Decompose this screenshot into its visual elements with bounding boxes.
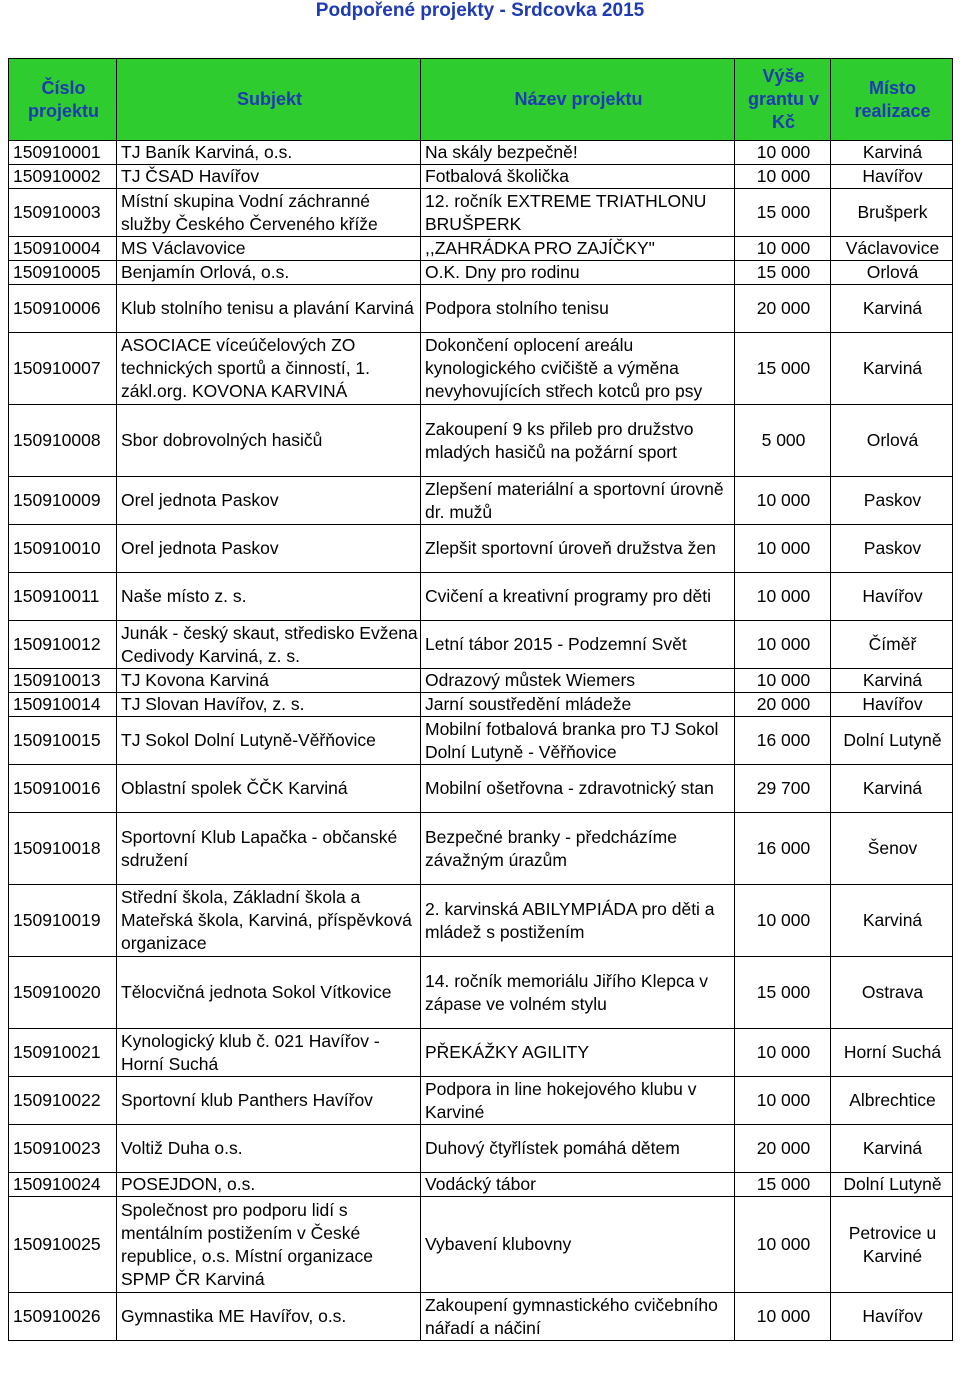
- cell-misto: Horní Suchá: [831, 1029, 953, 1077]
- cell-vyse: 10 000: [735, 621, 831, 669]
- cell-cislo: 150910020: [9, 957, 117, 1029]
- cell-subjekt: Benjamín Orlová, o.s.: [117, 261, 421, 285]
- table-row: [9, 717, 953, 765]
- table-header-row: [9, 59, 953, 141]
- cell-vyse: 15 000: [735, 1173, 831, 1197]
- cell-nazev: Duhový čtyřlístek pomáhá dětem: [421, 1125, 735, 1173]
- cell-vyse: 10 000: [735, 477, 831, 525]
- table-row: [9, 1125, 953, 1173]
- cell-nazev: 12. ročník EXTREME TRIATHLONU BRUŠPERK: [421, 189, 735, 237]
- table-body: [9, 141, 953, 1341]
- cell-cislo: 150910012: [9, 621, 117, 669]
- header-cislo: Číslo projektu: [9, 59, 117, 141]
- table-row: [9, 333, 953, 405]
- table-row: [9, 669, 953, 693]
- cell-nazev: Jarní soustředění mládeže: [421, 693, 735, 717]
- cell-nazev: ,,ZAHRÁDKA PRO ZAJÍČKY": [421, 237, 735, 261]
- cell-vyse: 10 000: [735, 885, 831, 957]
- cell-nazev: Zakoupení gymnastického cvičebního nářadí a náčiní: [421, 1293, 735, 1341]
- cell-cislo: 150910006: [9, 285, 117, 333]
- cell-subjekt: Voltiž Duha o.s.: [117, 1125, 421, 1173]
- cell-vyse: 10 000: [735, 1293, 831, 1341]
- cell-cislo: 150910023: [9, 1125, 117, 1173]
- cell-vyse: 10 000: [735, 141, 831, 165]
- table-row: [9, 1077, 953, 1125]
- table-row: [9, 1173, 953, 1197]
- table-row: [9, 1197, 953, 1293]
- cell-subjekt: Naše místo z. s.: [117, 573, 421, 621]
- cell-misto: Brušperk: [831, 189, 953, 237]
- cell-misto: Karviná: [831, 765, 953, 813]
- cell-cislo: 150910008: [9, 405, 117, 477]
- cell-nazev: Zlepšení materiální a sportovní úrovně dr. mužů: [421, 477, 735, 525]
- cell-subjekt: TJ Sokol Dolní Lutyně-Věřňovice: [117, 717, 421, 765]
- cell-cislo: 150910022: [9, 1077, 117, 1125]
- cell-cislo: 150910024: [9, 1173, 117, 1197]
- table-row: [9, 141, 953, 165]
- table-row: [9, 165, 953, 189]
- page-title: Podpořené projekty - Srdcovka 2015: [315, 0, 645, 21]
- cell-cislo: 150910004: [9, 237, 117, 261]
- cell-misto: Karviná: [831, 885, 953, 957]
- cell-subjekt: MS Václavovice: [117, 237, 421, 261]
- cell-nazev: Zakoupení 9 ks přileb pro družstvo mladých hasičů na požární sport: [421, 405, 735, 477]
- cell-subjekt: Sportovní Klub Lapačka - občanské sdružení: [117, 813, 421, 885]
- cell-misto: Orlová: [831, 261, 953, 285]
- cell-vyse: 15 000: [735, 261, 831, 285]
- cell-nazev: PŘEKÁŽKY AGILITY: [421, 1029, 735, 1077]
- cell-cislo: 150910018: [9, 813, 117, 885]
- cell-nazev: 14. ročník memoriálu Jiřího Klepca v zápase ve volném stylu: [421, 957, 735, 1029]
- cell-subjekt: Klub stolního tenisu a plavání Karviná: [117, 285, 421, 333]
- cell-cislo: 150910019: [9, 885, 117, 957]
- cell-misto: Karviná: [831, 285, 953, 333]
- cell-misto: Ostrava: [831, 957, 953, 1029]
- cell-vyse: 20 000: [735, 693, 831, 717]
- header-vyse: Výše grantu v Kč: [735, 59, 831, 141]
- cell-subjekt: Gymnastika ME Havířov, o.s.: [117, 1293, 421, 1341]
- cell-misto: Dolní Lutyně: [831, 1173, 953, 1197]
- cell-subjekt: Junák - český skaut, středisko Evžena Cedivody Karviná, z. s.: [117, 621, 421, 669]
- table-row: [9, 477, 953, 525]
- cell-vyse: 15 000: [735, 957, 831, 1029]
- cell-vyse: 29 700: [735, 765, 831, 813]
- table-row: [9, 573, 953, 621]
- cell-cislo: 150910013: [9, 669, 117, 693]
- cell-vyse: 10 000: [735, 669, 831, 693]
- cell-vyse: 20 000: [735, 1125, 831, 1173]
- cell-subjekt: TJ ČSAD Havířov: [117, 165, 421, 189]
- cell-subjekt: ASOCIACE víceúčelových ZO technických sportů a činností, 1. zákl.org. KOVONA KARVINÁ: [117, 333, 421, 405]
- cell-nazev: Mobilní fotbalová branka pro TJ Sokol Dolní Lutyně - Věřňovice: [421, 717, 735, 765]
- cell-misto: Karviná: [831, 1125, 953, 1173]
- cell-misto: Paskov: [831, 525, 953, 573]
- cell-cislo: 150910021: [9, 1029, 117, 1077]
- cell-subjekt: Střední škola, Základní škola a Mateřská škola, Karviná, příspěvková organizace: [117, 885, 421, 957]
- table-row: [9, 885, 953, 957]
- cell-vyse: 15 000: [735, 333, 831, 405]
- cell-nazev: Vodácký tábor: [421, 1173, 735, 1197]
- cell-cislo: 150910016: [9, 765, 117, 813]
- cell-misto: Číměř: [831, 621, 953, 669]
- cell-vyse: 16 000: [735, 717, 831, 765]
- cell-subjekt: Oblastní spolek ČČK Karviná: [117, 765, 421, 813]
- cell-misto: Havířov: [831, 693, 953, 717]
- header-misto: Místo realizace: [831, 59, 953, 141]
- table-row: [9, 765, 953, 813]
- table-row: [9, 957, 953, 1029]
- cell-vyse: 20 000: [735, 285, 831, 333]
- cell-nazev: O.K. Dny pro rodinu: [421, 261, 735, 285]
- cell-subjekt: TJ Slovan Havířov, z. s.: [117, 693, 421, 717]
- cell-cislo: 150910010: [9, 525, 117, 573]
- cell-vyse: 10 000: [735, 573, 831, 621]
- cell-vyse: 10 000: [735, 1029, 831, 1077]
- cell-misto: Petrovice u Karviné: [831, 1197, 953, 1293]
- cell-cislo: 150910025: [9, 1197, 117, 1293]
- cell-misto: Havířov: [831, 165, 953, 189]
- cell-cislo: 150910002: [9, 165, 117, 189]
- cell-misto: Karviná: [831, 141, 953, 165]
- table-row: [9, 621, 953, 669]
- cell-nazev: Vybavení klubovny: [421, 1197, 735, 1293]
- cell-nazev: Mobilní ošetřovna - zdravotnický stan: [421, 765, 735, 813]
- header-nazev: Název projektu: [421, 59, 735, 141]
- cell-nazev: Podpora stolního tenisu: [421, 285, 735, 333]
- cell-subjekt: Sbor dobrovolných hasičů: [117, 405, 421, 477]
- cell-vyse: 10 000: [735, 165, 831, 189]
- cell-vyse: 10 000: [735, 525, 831, 573]
- cell-subjekt: Společnost pro podporu lidí s mentálním postižením v České republice, o.s. Místní organizace SPMP ČR Karviná: [117, 1197, 421, 1293]
- cell-misto: Šenov: [831, 813, 953, 885]
- cell-subjekt: TJ Kovona Karviná: [117, 669, 421, 693]
- cell-nazev: Zlepšit sportovní úroveň družstva žen: [421, 525, 735, 573]
- cell-subjekt: POSEJDON, o.s.: [117, 1173, 421, 1197]
- table-row: [9, 525, 953, 573]
- cell-cislo: 150910026: [9, 1293, 117, 1341]
- cell-cislo: 150910011: [9, 573, 117, 621]
- cell-nazev: 2. karvinská ABILYMPIÁDA pro děti a mládež s postižením: [421, 885, 735, 957]
- cell-nazev: Bezpečné branky - předcházíme závažným úrazům: [421, 813, 735, 885]
- cell-vyse: 10 000: [735, 1077, 831, 1125]
- cell-subjekt: Místní skupina Vodní záchranné služby Českého Červeného kříže: [117, 189, 421, 237]
- cell-cislo: 150910001: [9, 141, 117, 165]
- cell-misto: Dolní Lutyně: [831, 717, 953, 765]
- cell-misto: Karviná: [831, 333, 953, 405]
- cell-nazev: Odrazový můstek Wiemers: [421, 669, 735, 693]
- cell-nazev: Cvičení a kreativní programy pro děti: [421, 573, 735, 621]
- cell-subjekt: TJ Baník Karviná, o.s.: [117, 141, 421, 165]
- cell-nazev: Na skály bezpečně!: [421, 141, 735, 165]
- cell-vyse: 16 000: [735, 813, 831, 885]
- cell-subjekt: Orel jednota Paskov: [117, 477, 421, 525]
- cell-nazev: Letní tábor 2015 - Podzemní Svět: [421, 621, 735, 669]
- cell-subjekt: Sportovní klub Panthers Havířov: [117, 1077, 421, 1125]
- table-row: [9, 1029, 953, 1077]
- cell-vyse: 5 000: [735, 405, 831, 477]
- table-row: [9, 813, 953, 885]
- table-row: [9, 285, 953, 333]
- table-row: [9, 693, 953, 717]
- cell-misto: Havířov: [831, 1293, 953, 1341]
- cell-misto: Orlová: [831, 405, 953, 477]
- cell-nazev: Dokončení oplocení areálu kynologického cvičiště a výměna nevyhovujících střech kotců pro psy: [421, 333, 735, 405]
- cell-misto: Václavovice: [831, 237, 953, 261]
- cell-nazev: Podpora in line hokejového klubu v Karviné: [421, 1077, 735, 1125]
- cell-misto: Paskov: [831, 477, 953, 525]
- cell-misto: Albrechtice: [831, 1077, 953, 1125]
- projects-table: [8, 58, 953, 1341]
- cell-subjekt: Tělocvičná jednota Sokol Vítkovice: [117, 957, 421, 1029]
- table-row: [9, 261, 953, 285]
- cell-cislo: 150910009: [9, 477, 117, 525]
- table-row: [9, 189, 953, 237]
- cell-cislo: 150910003: [9, 189, 117, 237]
- cell-vyse: 10 000: [735, 1197, 831, 1293]
- cell-subjekt: Orel jednota Paskov: [117, 525, 421, 573]
- cell-nazev: Fotbalová školička: [421, 165, 735, 189]
- cell-cislo: 150910007: [9, 333, 117, 405]
- cell-vyse: 10 000: [735, 237, 831, 261]
- cell-cislo: 150910014: [9, 693, 117, 717]
- cell-misto: Havířov: [831, 573, 953, 621]
- cell-subjekt: Kynologický klub č. 021 Havířov - Horní Suchá: [117, 1029, 421, 1077]
- header-subjekt: Subjekt: [117, 59, 421, 141]
- table-row: [9, 405, 953, 477]
- cell-misto: Karviná: [831, 669, 953, 693]
- cell-vyse: 15 000: [735, 189, 831, 237]
- table-row: [9, 1293, 953, 1341]
- table-row: [9, 237, 953, 261]
- cell-cislo: 150910005: [9, 261, 117, 285]
- cell-cislo: 150910015: [9, 717, 117, 765]
